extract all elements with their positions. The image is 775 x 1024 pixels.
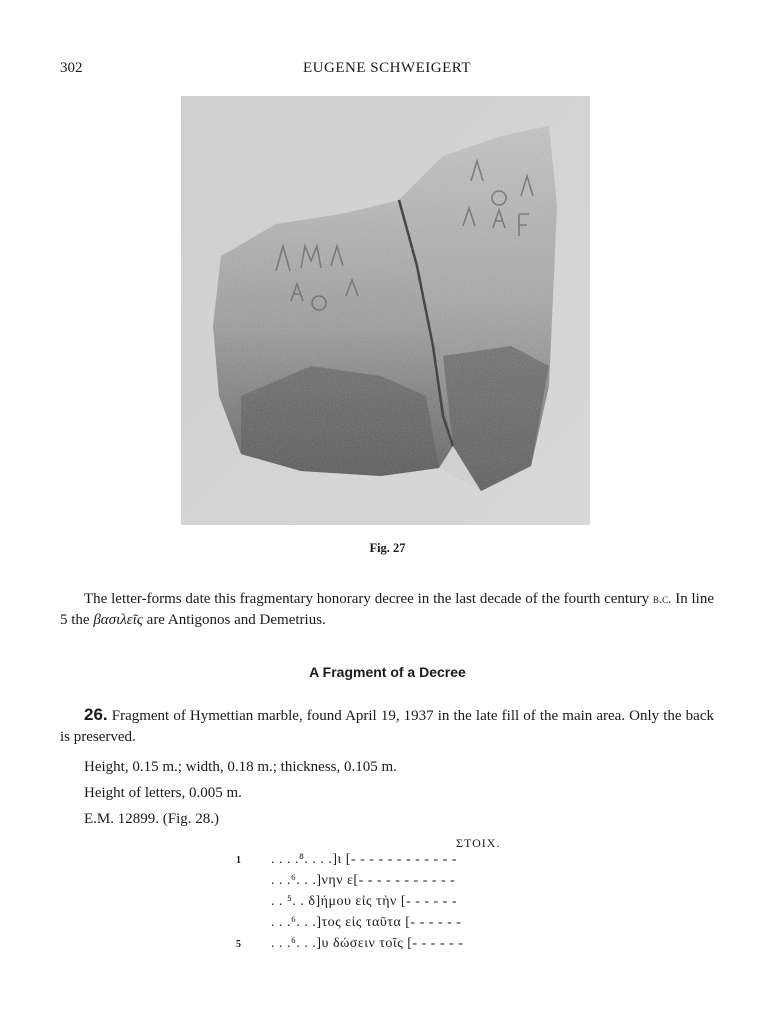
line-number: 1 [236, 855, 241, 866]
figure-caption: Fig. 27 [369, 541, 406, 555]
catalog-entry [60, 704, 714, 748]
page-number: 302 [60, 60, 83, 76]
paragraph-text: are Antigonos and Demetrius. [142, 612, 326, 628]
dimensions-line: Height, 0.15 m.; width, 0.18 m.; thickness, 0.105 m. [84, 759, 397, 775]
era-abbreviation: b.c. [652, 591, 672, 606]
paragraph-text: The letter-forms date this fragmentary honorary decree in the last decade of the fourth century [84, 591, 653, 607]
line-text: . . .⁶. . .]τος εἰς ταῦτα [- - - - - - [271, 915, 462, 930]
running-title: EUGENE SCHWEIGERT [303, 60, 471, 76]
page-header [60, 60, 714, 80]
inscription-line [232, 852, 532, 873]
section-heading: A Fragment of a Decree [309, 664, 466, 680]
line-text: . . ⁵. . δ]ήμου εἰς τὴν [- - - - - - [271, 894, 457, 909]
line-text: . . .⁶. . .]νην ε[- - - - - - - - - - - [271, 873, 456, 888]
body-paragraph [60, 588, 714, 631]
letter-height-line: Height of letters, 0.005 m. [84, 785, 242, 801]
inscription-text [232, 852, 532, 957]
paragraph-text: In line 5 the [60, 591, 714, 628]
figure-27-photo [181, 96, 590, 525]
entry-description: Fragment of Hymettian marble, found April 19, 1937 in the late fill of the main area. Only the back is preserved. [60, 708, 714, 745]
inscription-line [232, 936, 532, 957]
inscription-line [232, 915, 532, 936]
inscription-line [232, 873, 532, 894]
stoichedon-label: ΣΤΟΙΧ. [456, 836, 501, 850]
line-number: 5 [236, 939, 241, 950]
line-text: . . . .⁸. . . .]ι [- - - - - - - - - - - - [271, 852, 457, 867]
greek-word: βασιλεῖς [93, 612, 143, 628]
inventory-line: E.M. 12899. (Fig. 28.) [84, 811, 219, 827]
inscription-line [232, 894, 532, 915]
entry-number: 26. [84, 705, 108, 724]
line-text: . . .⁶. . .]υ δώσειν τοῖς [- - - - - - [271, 936, 464, 951]
